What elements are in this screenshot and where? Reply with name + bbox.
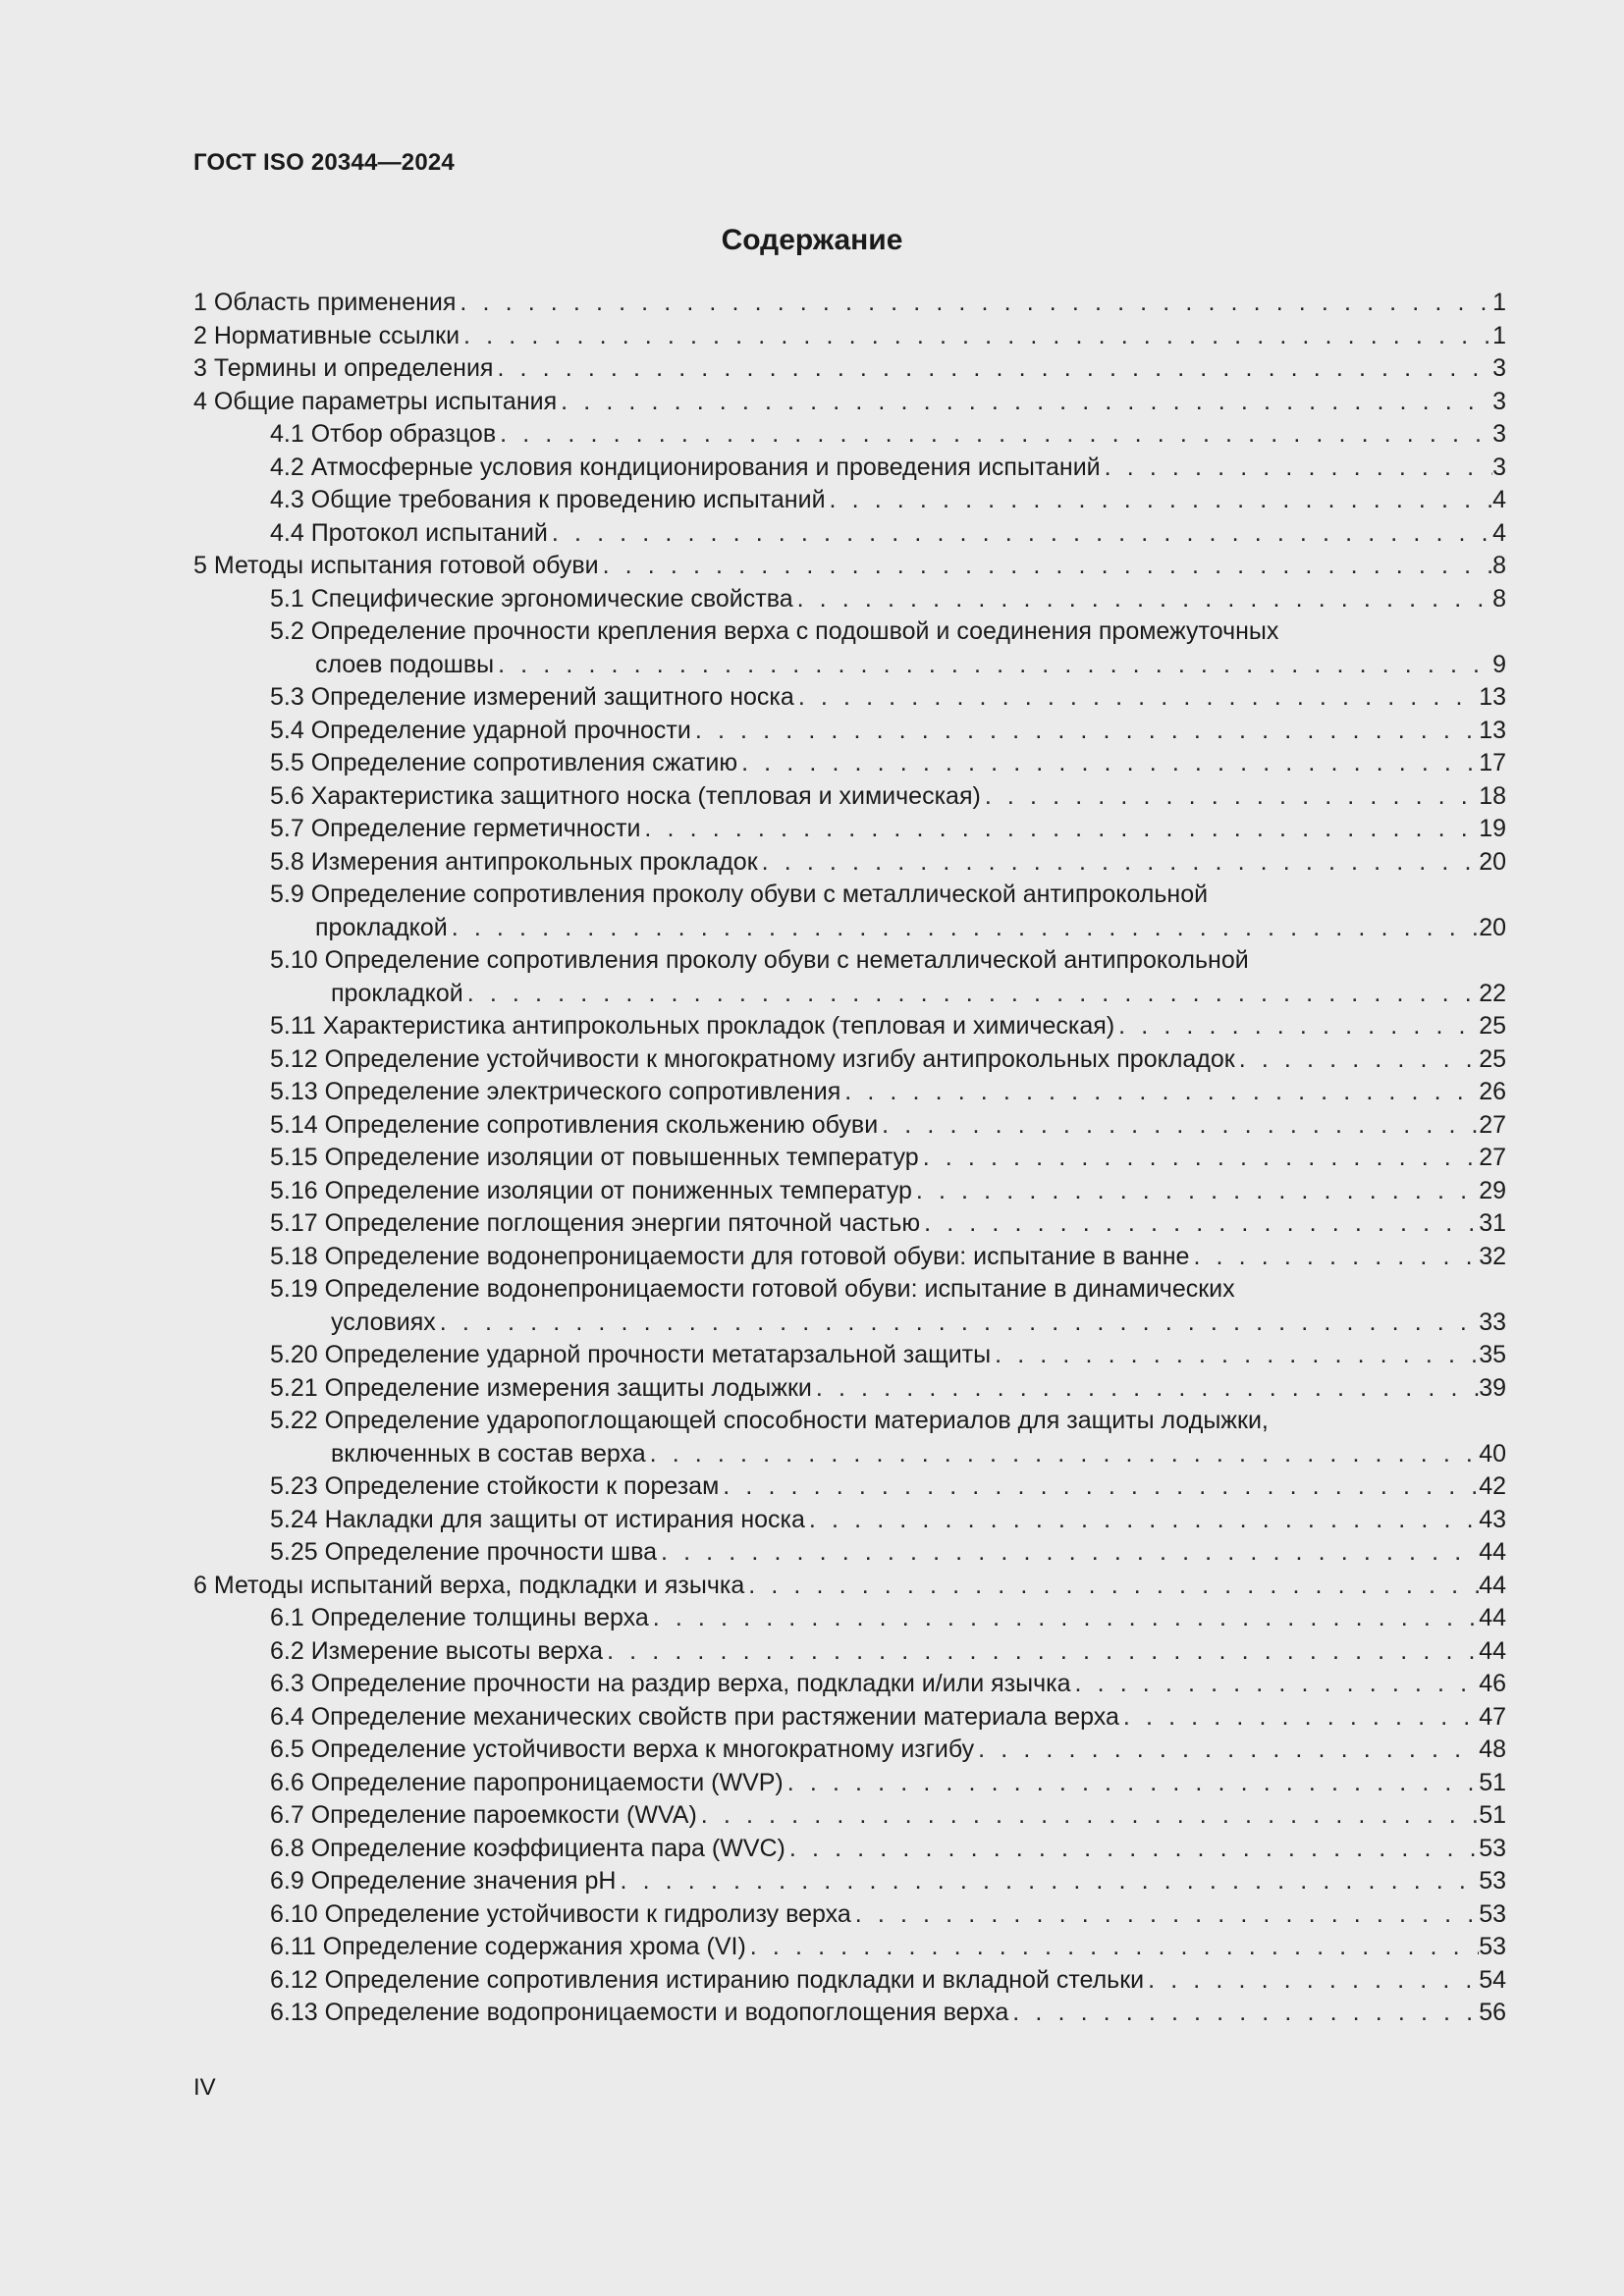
toc-entry-label: 6.7 Определение пароемкости (WVA) — [270, 1801, 697, 1829]
toc-entry-label: 5.1 Специфические эргономические свойства — [270, 584, 793, 613]
toc-entry[interactable] — [193, 1142, 1506, 1175]
dot-leader — [436, 1307, 1479, 1340]
toc-entry-page: 53 — [1479, 1834, 1506, 1862]
toc-entry[interactable] — [193, 1964, 1506, 1998]
toc-entry-page: 53 — [1479, 1933, 1506, 1960]
toc-entry[interactable] — [193, 1241, 1506, 1274]
toc-entry[interactable] — [193, 879, 1506, 944]
toc-entry-page: 20 — [1479, 847, 1506, 876]
dot-leader — [1101, 452, 1492, 485]
dot-leader — [812, 1372, 1479, 1406]
toc-entry-label: 1 Область применения — [193, 289, 457, 316]
toc-entry[interactable] — [193, 747, 1506, 780]
toc-entry-label: 5.17 Определение поглощения энергии пяточной частью — [270, 1209, 921, 1237]
toc-entry[interactable] — [193, 1470, 1506, 1504]
dot-leader — [448, 912, 1479, 945]
toc-entry[interactable] — [193, 1010, 1506, 1043]
toc-entry[interactable] — [193, 1833, 1506, 1866]
toc-entry[interactable] — [193, 1405, 1506, 1470]
toc-entry-label: 5.6 Характеристика защитного носка (тепловая и химическая) — [270, 781, 981, 810]
toc-entry-label: 4.2 Атмосферные условия кондиционирования и проведения испытаний — [270, 453, 1101, 481]
toc-entry[interactable] — [193, 813, 1506, 846]
toc-entry[interactable] — [193, 1865, 1506, 1898]
toc-entry[interactable] — [193, 1668, 1506, 1701]
toc-entry-page: 17 — [1479, 749, 1506, 776]
toc-entry[interactable] — [193, 1043, 1506, 1077]
dot-leader — [456, 287, 1492, 320]
toc-entry-page: 4 — [1492, 486, 1506, 513]
toc-entry[interactable] — [193, 583, 1506, 616]
toc-entry[interactable] — [193, 780, 1506, 814]
toc-entry[interactable] — [193, 452, 1506, 485]
dot-leader — [691, 715, 1479, 748]
toc-entry-page: 44 — [1479, 1604, 1506, 1631]
toc-entry-page: 27 — [1479, 1144, 1506, 1171]
toc-entry-page: 18 — [1479, 781, 1506, 810]
dot-leader — [840, 1076, 1479, 1109]
toc-entry[interactable] — [193, 1504, 1506, 1537]
document-code: ГОСТ ISO 20344—2024 — [193, 149, 455, 176]
dot-leader — [496, 418, 1492, 452]
toc-entry-label: 4.4 Протокол испытаний — [270, 518, 548, 547]
dot-leader — [599, 550, 1493, 583]
dot-leader — [826, 484, 1493, 517]
toc-entry-page: 19 — [1479, 815, 1506, 842]
dot-leader — [981, 780, 1479, 814]
toc-entry[interactable] — [193, 1207, 1506, 1241]
toc-entry[interactable] — [193, 1767, 1506, 1800]
dot-leader — [460, 320, 1492, 353]
toc-entry-label-continuation: прокладкой — [331, 979, 463, 1007]
toc-entry-page: 29 — [1479, 1176, 1506, 1204]
toc-entry[interactable] — [193, 1898, 1506, 1932]
toc-entry-page: 3 — [1492, 387, 1506, 415]
toc-entry-label: 5.13 Определение электрического сопротивления — [270, 1078, 841, 1105]
toc-entry-label: 5.7 Определение герметичности — [270, 815, 641, 842]
toc-entry-page: 22 — [1479, 979, 1506, 1007]
dot-leader — [746, 1931, 1479, 1964]
dot-leader — [1119, 1701, 1479, 1735]
dot-leader — [920, 1207, 1479, 1241]
toc-entry-label: 6.9 Определение значения pH — [270, 1867, 617, 1895]
toc-title: Содержание — [721, 224, 903, 256]
toc-entry-label: 4.1 Отбор образцов — [270, 420, 497, 448]
dot-leader — [603, 1635, 1479, 1669]
toc-entry-page: 4 — [1492, 518, 1506, 547]
toc-entry-label: 5.18 Определение водонепроницаемости для готовой обуви: испытание в ванне — [270, 1242, 1190, 1270]
toc-entry[interactable] — [193, 681, 1506, 715]
toc-entry-page: 13 — [1479, 683, 1506, 711]
toc-entry[interactable] — [193, 352, 1506, 386]
dot-leader — [805, 1504, 1479, 1537]
toc-entry-page: 56 — [1479, 1999, 1506, 2026]
toc-entry[interactable] — [193, 615, 1506, 681]
toc-entry-label-continuation: слоев подошвы — [315, 650, 495, 678]
toc-entry-label: 5.2 Определение прочности крепления верха с подошвой и соединения промежуточных — [270, 617, 1279, 645]
toc-entry-page: 35 — [1479, 1341, 1506, 1368]
dot-leader — [737, 747, 1479, 780]
toc-entry-page: 8 — [1492, 584, 1506, 613]
toc-entry-page: 8 — [1492, 552, 1506, 579]
toc-entry-label: 6.13 Определение водопроницаемости и водопоглощения верха — [270, 1999, 1009, 2026]
toc-entry-label: 6.4 Определение механических свойств при растяжении материала верха — [270, 1702, 1119, 1731]
toc-entry-page: 13 — [1479, 716, 1506, 744]
toc-entry[interactable] — [193, 846, 1506, 880]
toc-entry-label: 5.8 Измерения антипрокольных прокладок — [270, 847, 758, 876]
dot-leader — [1071, 1668, 1480, 1701]
dot-leader — [794, 681, 1479, 715]
toc-entry-label-continuation: условиях — [331, 1308, 436, 1336]
dot-leader — [548, 517, 1492, 551]
toc-entry-page: 25 — [1479, 1012, 1506, 1040]
toc-entry-page: 26 — [1479, 1078, 1506, 1105]
toc-entry-page: 51 — [1479, 1768, 1506, 1796]
toc-entry[interactable] — [193, 550, 1506, 583]
toc-entry-label: 5.21 Определение измерения защиты лодыжки — [270, 1373, 812, 1402]
toc-entry-page: 43 — [1479, 1505, 1506, 1533]
dot-leader — [697, 1799, 1479, 1833]
toc-entry[interactable] — [193, 1997, 1506, 2030]
toc-entry-label: 5 Методы испытания готовой обуви — [193, 552, 599, 579]
toc-entry-page: 1 — [1492, 321, 1506, 349]
toc-entry-label: 5.11 Характеристика антипрокольных прокладок (тепловая и химическая) — [270, 1012, 1115, 1040]
toc-entry-page: 39 — [1479, 1373, 1506, 1402]
toc-entry[interactable] — [193, 1076, 1506, 1109]
toc-entry-label: 5.19 Определение водонепроницаемости готовой обуви: испытание в динамических — [270, 1275, 1235, 1303]
toc-entry-page: 54 — [1479, 1965, 1506, 1994]
toc-entry-label: 6 Методы испытаний верха, подкладки и язычка — [193, 1571, 745, 1599]
dot-leader — [793, 583, 1493, 616]
dot-leader — [878, 1109, 1479, 1143]
toc-entry-label: 2 Нормативные ссылки — [193, 321, 460, 349]
toc-entry[interactable] — [193, 517, 1506, 551]
toc-entry-page: 33 — [1479, 1308, 1506, 1336]
toc-entry-label: 5.16 Определение изоляции от пониженных температур — [270, 1176, 912, 1204]
toc-entry[interactable] — [193, 1799, 1506, 1833]
toc-entry-page: 1 — [1492, 289, 1506, 316]
toc-entry[interactable] — [193, 484, 1506, 517]
toc-entry-label-continuation: прокладкой — [315, 913, 448, 941]
toc-entry-page: 20 — [1479, 913, 1506, 941]
toc-entry[interactable] — [193, 418, 1506, 452]
dot-leader — [758, 846, 1480, 880]
toc-entry-page: 51 — [1479, 1801, 1506, 1829]
toc-entry-label-continuation: включенных в состав верха — [331, 1439, 646, 1468]
toc-entry-label: 5.12 Определение устойчивости к многократному изгибу антипрокольных прокладок — [270, 1044, 1235, 1073]
dot-leader — [1008, 1997, 1479, 2030]
toc-entry[interactable] — [193, 287, 1506, 320]
toc-entry-label: 5.15 Определение изоляции от повышенных температур — [270, 1144, 919, 1171]
toc-entry-label: 5.4 Определение ударной прочности — [270, 716, 691, 744]
toc-entry-label: 6.5 Определение устойчивости верха к многократному изгибу — [270, 1735, 975, 1763]
toc-entry-label: 6.2 Измерение высоты верха — [270, 1636, 604, 1665]
toc-entry[interactable] — [193, 1701, 1506, 1735]
toc-entry-label: 6.8 Определение коэффициента пара (WVC) — [270, 1834, 785, 1862]
toc-entry[interactable] — [193, 1602, 1506, 1635]
dot-leader — [640, 813, 1479, 846]
toc-entry-label: 4.3 Общие требования к проведению испытаний — [270, 486, 826, 513]
dot-leader — [1235, 1043, 1479, 1077]
toc-entry-label: 3 Термины и определения — [193, 354, 494, 382]
toc-entry-label: 6.1 Определение толщины верха — [270, 1604, 649, 1631]
dot-leader — [646, 1438, 1480, 1471]
dot-leader — [784, 1767, 1479, 1800]
toc-entry[interactable] — [193, 1570, 1506, 1603]
toc-entry-page: 47 — [1479, 1702, 1506, 1731]
toc-entry-page: 9 — [1492, 650, 1506, 678]
toc-entry-page: 40 — [1479, 1439, 1506, 1468]
toc-entry-label: 6.10 Определение устойчивости к гидролизу верха — [270, 1899, 851, 1928]
toc-entry-page: 53 — [1479, 1899, 1506, 1928]
dot-leader — [1189, 1241, 1479, 1274]
toc-entry-page: 42 — [1479, 1472, 1506, 1500]
dot-leader — [974, 1734, 1479, 1767]
toc-entry-label: 5.3 Определение измерений защитного носка — [270, 683, 794, 711]
toc-entry-label: 5.10 Определение сопротивления проколу обуви с неметаллической антипрокольной — [270, 946, 1249, 974]
toc-entry[interactable] — [193, 715, 1506, 748]
toc-entry-page: 3 — [1492, 453, 1506, 481]
toc-entry[interactable] — [193, 1734, 1506, 1767]
dot-leader — [649, 1602, 1479, 1635]
toc-entry[interactable] — [193, 386, 1506, 419]
toc-entry-label: 6.3 Определение прочности на раздир верха, подкладки и/или язычка — [270, 1670, 1071, 1697]
dot-leader — [657, 1536, 1479, 1570]
toc-entry-page: 27 — [1479, 1110, 1506, 1139]
page-number: IV — [193, 2074, 216, 2101]
dot-leader — [493, 352, 1492, 386]
dot-leader — [919, 1142, 1480, 1175]
toc-entry-page: 25 — [1479, 1044, 1506, 1073]
toc-entry-label: 5.5 Определение сопротивления сжатию — [270, 749, 738, 776]
toc-entry[interactable] — [193, 1109, 1506, 1143]
dot-leader — [557, 386, 1492, 419]
toc-entry-label: 4 Общие параметры испытания — [193, 387, 558, 415]
toc-entry-label: 6.6 Определение паропроницаемости (WVP) — [270, 1768, 784, 1796]
toc-entry[interactable] — [193, 1536, 1506, 1570]
dot-leader — [912, 1175, 1479, 1208]
dot-leader — [719, 1470, 1479, 1504]
toc-entry-label: 5.20 Определение ударной прочности метатарзальной защиты — [270, 1341, 992, 1368]
toc-entry[interactable] — [193, 320, 1506, 353]
toc-entry[interactable] — [193, 1273, 1506, 1339]
toc-entry[interactable] — [193, 1175, 1506, 1208]
dot-leader — [1114, 1010, 1479, 1043]
toc-entry-page: 3 — [1492, 420, 1506, 448]
toc-entry[interactable] — [193, 944, 1506, 1010]
toc-entry-label: 5.23 Определение стойкости к порезам — [270, 1472, 720, 1500]
toc-entry-label: 6.11 Определение содержания хрома (VI) — [270, 1933, 746, 1960]
toc-entry[interactable] — [193, 1635, 1506, 1669]
dot-leader — [744, 1570, 1479, 1603]
dot-leader — [785, 1833, 1479, 1866]
dot-leader — [463, 978, 1479, 1011]
dot-leader — [851, 1898, 1479, 1932]
toc-entry-label: 6.12 Определение сопротивления истиранию подкладки и вкладной стельки — [270, 1965, 1145, 1994]
dot-leader — [494, 649, 1492, 682]
toc-entry-label: 5.14 Определение сопротивления скольжению обуви — [270, 1110, 879, 1139]
toc-entry-page: 3 — [1492, 354, 1506, 382]
dot-leader — [991, 1339, 1479, 1372]
toc-entry-page: 31 — [1479, 1209, 1506, 1237]
toc-entry-page: 32 — [1479, 1242, 1506, 1270]
dot-leader — [616, 1865, 1479, 1898]
table-of-contents — [193, 287, 1506, 2030]
toc-entry[interactable] — [193, 1372, 1506, 1406]
toc-entry-page: 48 — [1479, 1735, 1506, 1763]
toc-entry-label: 5.24 Накладки для защиты от истирания носка — [270, 1505, 805, 1533]
toc-entry[interactable] — [193, 1339, 1506, 1372]
toc-entry-page: 44 — [1479, 1538, 1506, 1566]
toc-entry-page: 44 — [1479, 1571, 1506, 1599]
toc-entry-page: 46 — [1479, 1670, 1506, 1697]
toc-entry-page: 53 — [1479, 1867, 1506, 1895]
dot-leader — [1144, 1964, 1479, 1998]
toc-entry-label: 5.9 Определение сопротивления проколу обуви с металлической антипрокольной — [270, 881, 1209, 908]
toc-entry[interactable] — [193, 1931, 1506, 1964]
toc-entry-page: 44 — [1479, 1636, 1506, 1665]
toc-entry-label: 5.25 Определение прочности шва — [270, 1538, 657, 1566]
toc-entry-label: 5.22 Определение ударопоглощающей способности материалов для защиты лодыжки, — [270, 1407, 1269, 1434]
